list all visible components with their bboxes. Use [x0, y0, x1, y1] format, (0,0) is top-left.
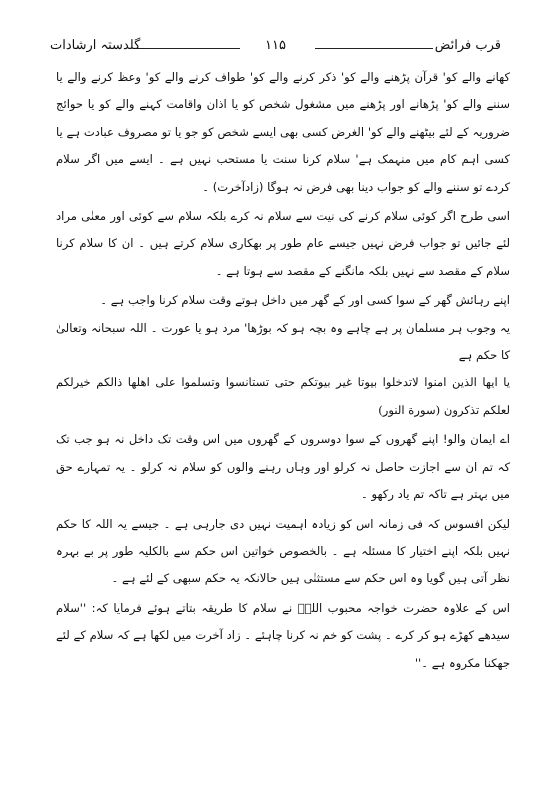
verse-translation: اے ایمان والو! اپنے گھروں کے سوا دوسروں کے گھروں میں اس وقت تک داخل نہ ہو جب تک کہ تم ان سے اجازت حاصل نہ کرلو اور وہاں رہنے والوں کو سلام نہ کرلو ۔ یہ تمہارے حق میں بہتر ہے تاکہ تم یاد رکھو ۔: [56, 432, 510, 502]
paragraph-7: لیکن افسوس کہ فی زمانہ اس کو زیادہ اہمیت نہیں دی جارہی ہے ۔ جیسے یہ اللہ کا حکم نہیں بلکہ اپنے اختیار کا مسئلہ ہے ۔ بالخصوص خواتین اس حکم سے بالکلیہ طور پر بے بہرہ نظر آتی ہیں گویا وہ اس حکم سے مستثنٰی ہیں حالانکہ یہ حکم سبھی کے لئے ہے ۔: [56, 516, 510, 586]
header-rule-left: [134, 48, 240, 49]
quran-verse: يا ايها الذين امنوا لاتدخلوا بيوتا غير بيوتكم حتى تستانسوا وتسلموا على اهلها ذالكم خيرلكم لعلكم تذكرون (سورة النور): [56, 375, 510, 417]
page-header: [50, 38, 501, 62]
section-title: قرب فرائض: [434, 38, 501, 53]
book-title: گلدستہ ارشادات: [50, 38, 141, 53]
paragraph-1: کھانے والے کو' قرآن پڑھنے والے کو' ذکر کرنے والے کو' طواف کرنے والے کو' وعظ کرنے والے یا سننے والے کو' پڑھانے اور پڑھنے میں مشغول شخص کو یا اذان واقامت کہنے والے کو یا حوائج ضروریہ کے لئے بیٹھنے والے کو' الغرض کسی بھی ایسے شخص کو جو یا تو مصروف عبادت ہے یا کسی اہم کام میں منہمک ہے' سلام کرنا سنت یا مستحب نہیں ہے ۔ ایسے میں اگر سلام کردے تو سننے والے کو جواب دینا بھی فرض نہ ہوگا (زادآخرت) ۔: [56, 70, 510, 194]
paragraph-3: اپنے رہائش گھر کے سوا کسی اور کے گھر میں داخل ہوتے وقت سلام کرنا واجب ہے ۔: [100, 293, 510, 308]
paragraph-8: اس کے علاوہ حضرت خواجہ محبوب اللہؒ نے سلام کا طریقہ بتاتے ہوئے فرمایا کہ: ''سلام سیدھے کھڑے ہو کر کرے ۔ پشت کو خم نہ کرنا چاہئے ۔ زاد آخرت میں لکھا ہے کہ سلام کے لئے جھکنا مکروہ ہے ۔'': [56, 600, 510, 670]
page-number: ۱۱۵: [265, 38, 286, 53]
paragraph-4: یہ وجوب ہر مسلمان پر ہے چاہے وہ بچہ ہو کہ بوڑھا' مرد ہو یا عورت ۔ اللہ سبحانہ وتعالیٰ کا حکم ہے: [56, 320, 510, 363]
page-body: [56, 64, 510, 677]
paragraph-2: اسی طرح اگر کوئی سلام کرنے کی نیت سے سلام نہ کرے بلکہ سلام سے کوئی اور معنٰی مراد لئے جائیں تو جواب فرض نہیں جیسے عام طور پر بھکاری سلام کرتے ہیں ۔ ان کا سلام کرنا سلام کے مقصد سے نہیں بلکہ مانگنے کے مقصد سے ہوتا ہے ۔: [56, 209, 510, 278]
